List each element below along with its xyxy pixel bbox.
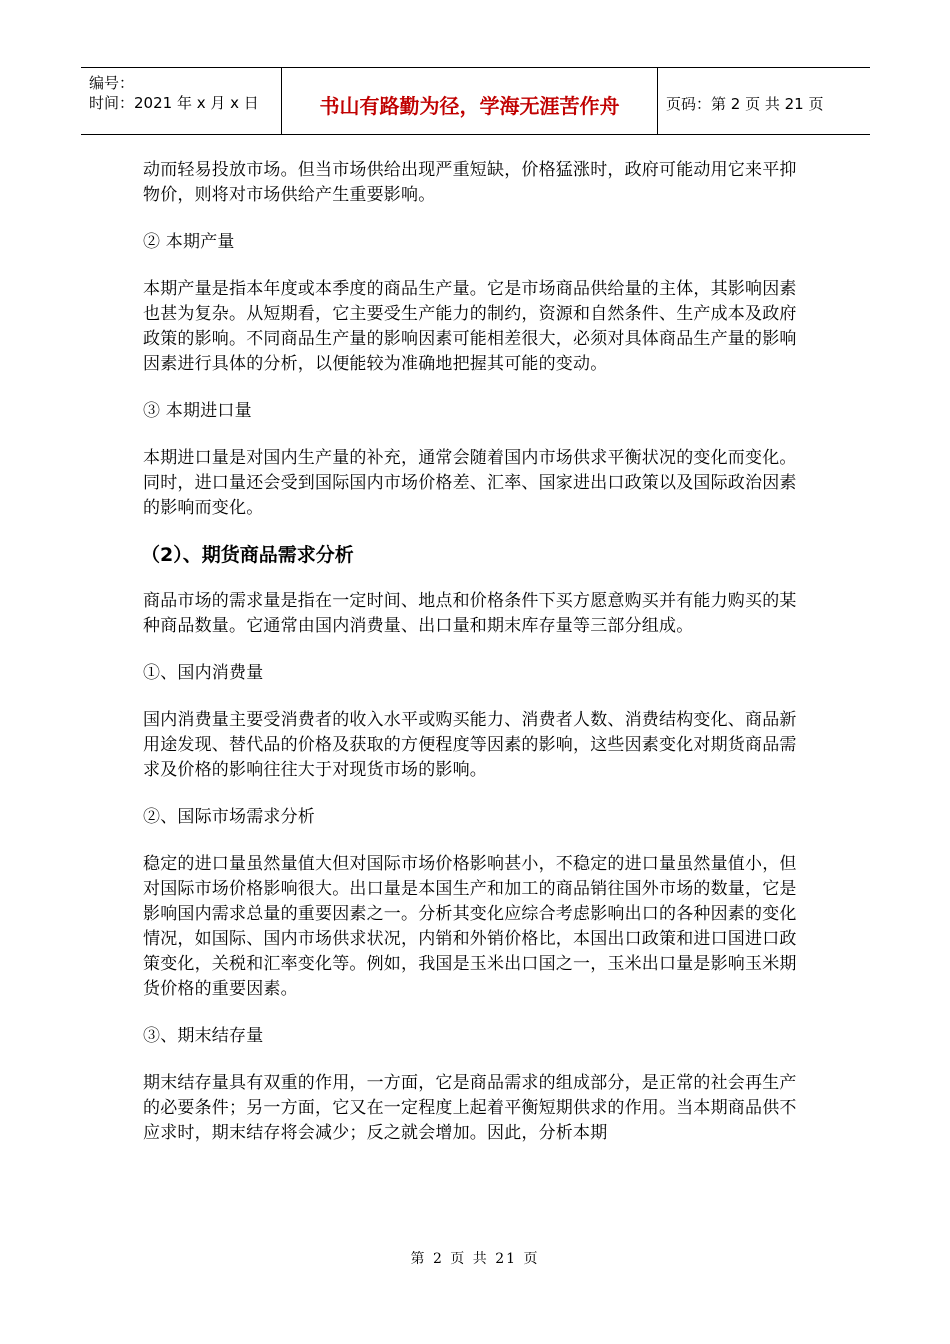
page-header: [81, 67, 870, 135]
document-body: [143, 158, 808, 1168]
header-page-info: 页码：第 2 页 共 21 页: [666, 94, 824, 113]
paragraph: 期末结存量具有双重的作用，一方面，它是商品需求的组成部分，是正常的社会再生产的必要条件；另一方面，它又在一定程度上起着平衡短期供求的作用。当本期商品供不应求时，期末结存将会减少；反之就会增加。因此，分析本期: [143, 1073, 797, 1143]
paragraph: 商品市场的需求量是指在一定时间、地点和价格条件下买方愿意购买并有能力购买的某种商品数量。它通常由国内消费量、出口量和期末库存量等三部分组成。: [143, 591, 797, 636]
header-motto: 书山有路勤为径，学海无涯苦作舟: [319, 93, 620, 118]
paragraph: 本期产量是指本年度或本季度的商品生产量。它是市场商品供给量的主体，其影响因素也甚为复杂。从短期看，它主要受生产能力的制约，资源和自然条件、生产成本及政府政策的影响。不同商品生产量的影响因素可能相差很大，必须对具体商品生产量的影响因素进行具体的分析，以便能较为准确地把握其可能的变动。: [143, 279, 797, 374]
subheading-international-demand: ②、国际市场需求分析: [143, 807, 315, 827]
header-meta: [81, 68, 281, 134]
section-heading-demand-analysis: （2）、期货商品需求分析: [141, 544, 354, 566]
page-footer: 第 2 页 共 21 页: [410, 1251, 540, 1267]
paragraph: 国内消费量主要受消费者的收入水平或购买能力、消费者人数、消费结构变化、商品新用途发现、替代品的价格及获取的方便程度等因素的影响，这些因素变化对期货商品需求及价格的影响往往大于对现货市场的影响。: [143, 710, 797, 780]
subheading-current-output: ② 本期产量: [143, 232, 235, 252]
subheading-domestic-consumption: ①、国内消费量: [143, 663, 264, 683]
subheading-current-imports: ③ 本期进口量: [143, 401, 252, 421]
paragraph: 稳定的进口量虽然量值大但对国际市场价格影响甚小，不稳定的进口量虽然量值小，但对国际市场价格影响很大。出口量是本国生产和加工的商品销往国外市场的数量，它是影响国内需求总量的重要因素之一。分析其变化应综合考虑影响出口的各种因素的变化情况，如国际、国内市场供求状况，内销和外销价格比，本国出口政策和进口国进口政策变化，关税和汇率变化等。例如，我国是玉米出口国之一，玉米出口量是影响玉米期货价格的重要因素。: [143, 854, 797, 999]
header-date: 时间：2021 年 x 月 x 日: [89, 94, 259, 112]
subheading-ending-stock: ③、期末结存量: [143, 1026, 264, 1046]
paragraph: 本期进口量是对国内生产量的补充，通常会随着国内市场供求平衡状况的变化而变化。同时，进口量还会受到国际国内市场价格差、汇率、国家进出口政策以及国际政治因素的影响而变化。: [143, 448, 797, 518]
paragraph: 动而轻易投放市场。但当市场供给出现严重短缺，价格猛涨时，政府可能动用它来平抑物价，则将对市场供给产生重要影响。: [143, 160, 797, 205]
header-number-label: 编号：: [89, 74, 135, 92]
